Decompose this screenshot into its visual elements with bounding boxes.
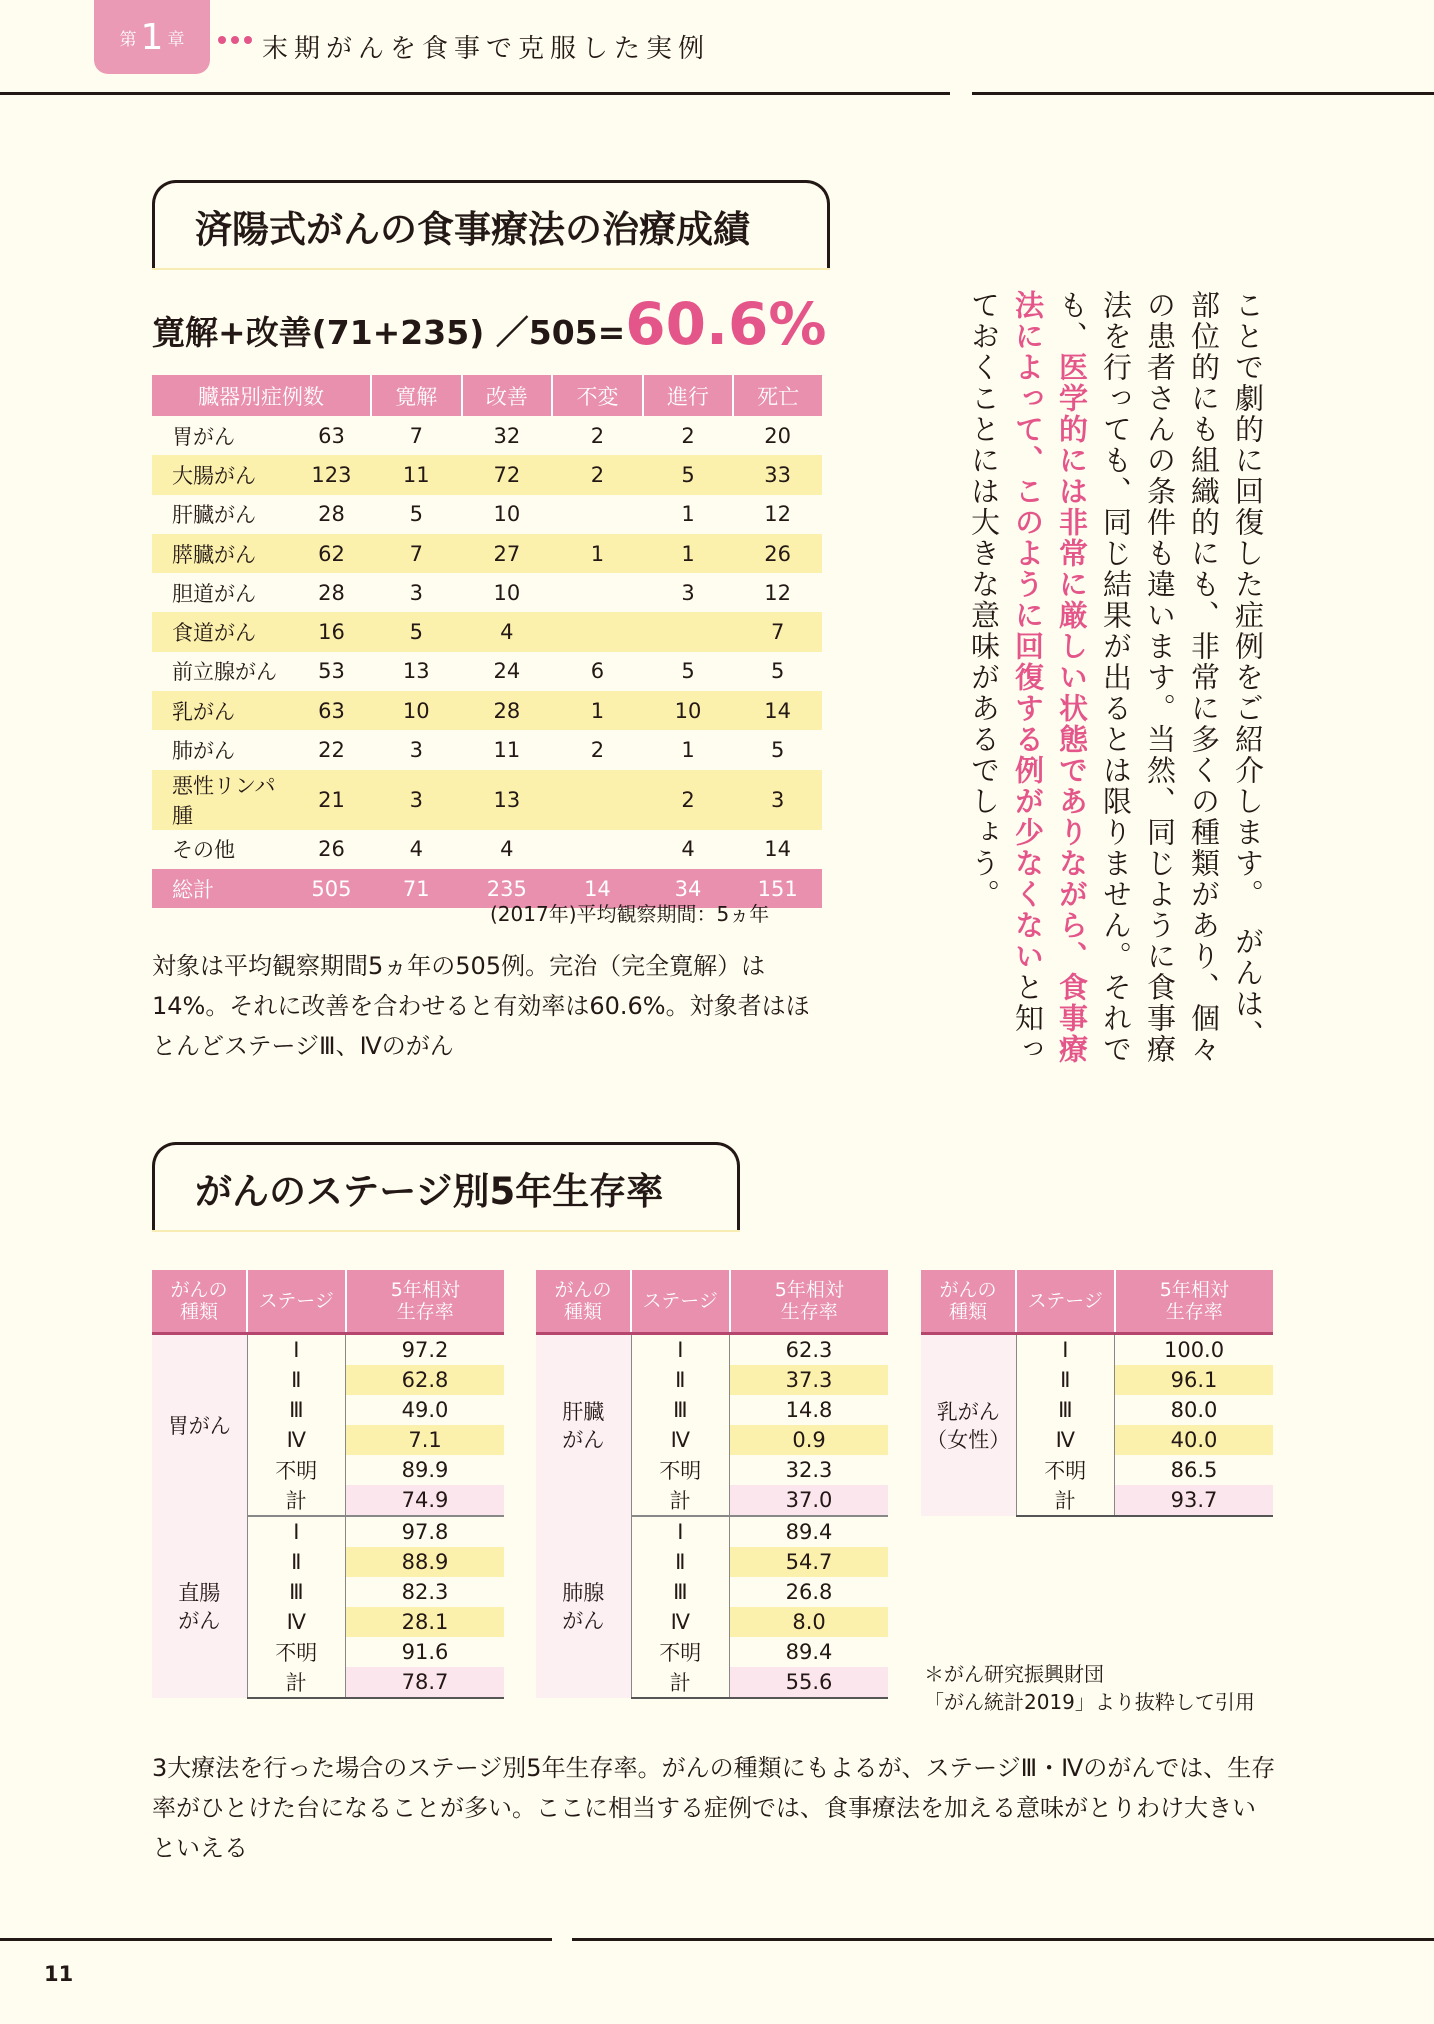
table-cell: 乳がん [152,691,292,730]
survival-row [536,1334,888,1366]
table-cell: 5 [770,738,785,763]
stage-cell: 不明 [631,1455,730,1485]
table-cell: 悪性リンパ腫 [152,770,292,830]
cancer-type-cell: 肺腺 がん [536,1516,631,1698]
table-cell: 7 [409,423,423,448]
table-cell: 10 [493,502,521,527]
survival-rate-cell: 89.4 [730,1516,888,1547]
table-cell: 胃がん [172,424,235,449]
result-formula: 寛解+改善(71+235) ／505= [152,313,626,352]
table-cell: 26 [733,534,822,573]
table-cell: 5 [681,659,695,684]
survival-rate-cell: 93.7 [1115,1485,1273,1516]
table-cell: 235 [462,869,553,908]
survival-rate-cell: 96.1 [1115,1365,1273,1395]
table-cell: 2 [590,423,605,448]
table-cell [552,770,643,830]
table-cell: 10 [371,691,462,730]
survival-rate-cell: 100.0 [1115,1334,1273,1366]
survival-rate-cell: 40.0 [1115,1425,1273,1455]
table-cell: 4 [500,837,514,862]
treatment-results-table [152,375,822,908]
table-cell: 34 [643,869,734,908]
table-cell: 3 [371,770,462,830]
col-header: 臓器別症例数 [152,375,371,416]
table-row [152,455,822,494]
table-cell: 33 [733,455,822,494]
survival-rate-header: 5年相対 生存率 [1115,1270,1273,1334]
table-cell: 4 [409,837,423,862]
section1-heading: 済陽式がんの食事療法の治療成績 [152,180,830,268]
stage-cell: Ⅳ [247,1425,346,1455]
table-cell [552,612,643,651]
survival-table [152,1270,504,1699]
stage-cell: Ⅱ [247,1365,346,1395]
table-cell: 2 [681,423,695,448]
stage-cell: Ⅲ [247,1577,346,1607]
table-cell: 10 [493,580,521,605]
table-cell: 大腸がん [152,455,292,494]
table-cell [552,573,643,612]
survival-rate-cell: 80.0 [1115,1395,1273,1425]
table-cell: 2 [590,738,605,763]
stage-cell: Ⅳ [1016,1425,1115,1455]
table-cell: 123 [292,455,371,494]
survival-rate-cell: 7.1 [346,1425,504,1455]
chapter-dots [218,36,252,44]
survival-header-row [152,1270,504,1334]
table-cell: 13 [462,770,553,830]
source-note [924,1660,1255,1716]
stage-cell: 計 [247,1667,346,1698]
footer-rule-right [572,1938,1434,1941]
table-row [152,416,822,455]
stage-cell: Ⅰ [1016,1334,1115,1366]
survival-rate-cell: 28.1 [346,1607,504,1637]
footer-rule-left [0,1938,552,1941]
table-cell: 63 [318,423,345,448]
table-cell: 胆道がん [172,581,256,606]
table-cell: 14 [733,691,822,730]
table-cell: 26 [318,837,345,862]
stage-header: ステージ [247,1270,346,1334]
cancer-type-cell: 直腸 がん [152,1516,247,1698]
cancer-type-header: がんの 種類 [152,1270,247,1334]
stage-cell: Ⅲ [631,1577,730,1607]
table-cell: 28 [318,502,345,527]
survival-rate-cell: 0.9 [730,1425,888,1455]
table-cell: 6 [590,659,605,684]
survival-rate-cell: 62.8 [346,1365,504,1395]
survival-rate-cell: 54.7 [730,1547,888,1577]
table-cell: 5 [409,502,423,527]
section1-description: 対象は平均観察期間5ヵ年の505例。完治（完全寛解）は14%。それに改善を合わせると有効率は60.6%。対象者はほとんどステージⅢ、Ⅳのがん [152,952,810,1060]
survival-header-row [536,1270,888,1334]
table-cell: 1 [681,738,695,763]
survival-rate-cell: 89.4 [730,1637,888,1667]
body-text-highlight: 医学的には非常に厳しい状態でありながら、食事療法によって、このように回復する例が少なくない [1011,290,1089,1065]
survival-rate-cell: 55.6 [730,1667,888,1698]
table-cell: 3 [409,738,423,763]
cancer-type-header: がんの 種類 [536,1270,631,1334]
table-cell: 5 [770,659,785,684]
chapter-title: 末期がんを食事で克服した実例 [262,34,711,64]
table-cell: 13 [402,659,430,684]
body-text-part1: ことで劇的に回復した症例をご紹介します。 がんは、部位的にも組織的にも、非常に多くの種類があり、個々の患者さんの条件も違います。当然、同じように食事療法を行っても、同じ結果が出るとは限りません。それでも、 [1055,290,1265,1065]
stage-cell: Ⅱ [631,1547,730,1577]
stage-cell: Ⅳ [631,1607,730,1637]
table-cell: 11 [493,738,521,763]
stage-cell: Ⅱ [247,1547,346,1577]
col-header: 死亡 [733,375,822,416]
stage-cell: 計 [631,1667,730,1698]
cancer-type-cell: 乳がん （女性） [921,1334,1016,1517]
table-cell: 20 [764,423,792,448]
survival-rate-header: 5年相対 生存率 [730,1270,888,1334]
survival-table [921,1270,1273,1517]
table-cell: 4 [462,612,553,651]
table-cell: 1 [643,534,734,573]
source-line: 「がん統計2019」より抜粋して引用 [924,1690,1255,1714]
survival-row [921,1334,1273,1366]
table-cell: 21 [292,770,371,830]
survival-rate-cell: 62.3 [730,1334,888,1366]
survival-rate-cell: 82.3 [346,1577,504,1607]
col-header: 改善 [462,375,553,416]
body-text-part2: と知っておくことには大きな意味があるでしょう。 [967,290,1045,1065]
survival-rate-cell: 78.7 [346,1667,504,1698]
table-cell: 2 [552,455,643,494]
result-percent: 60.6% [625,290,827,358]
table-cell: 32 [493,423,521,448]
section2-heading: がんのステージ別5年生存率 [152,1142,740,1230]
stage-cell: 計 [631,1485,730,1516]
stage-header: ステージ [1016,1270,1115,1334]
table-cell: 5 [371,612,462,651]
table-cell: 11 [371,455,462,494]
table-cell: 24 [493,659,521,684]
table-cell: 1 [552,691,643,730]
stage-cell: 不明 [631,1637,730,1667]
chapter-prefix: 第 [119,29,137,50]
col-header: 寛解 [371,375,462,416]
table-cell: 3 [681,580,695,605]
stage-cell: Ⅲ [631,1395,730,1425]
survival-rate-cell: 37.0 [730,1485,888,1516]
table-cell [643,612,734,651]
stage-cell: Ⅱ [631,1365,730,1395]
cancer-type-header: がんの 種類 [921,1270,1016,1334]
survival-rate-cell: 88.9 [346,1547,504,1577]
table-cell [552,830,643,869]
survival-rate-cell: 49.0 [346,1395,504,1425]
table-caption: (2017年)平均観察期間：5ヵ年 [490,902,770,926]
table-row [152,770,822,830]
cancer-type-cell: 肝臓 がん [536,1334,631,1517]
survival-rate-cell: 91.6 [346,1637,504,1667]
table-cell: 肝臓がん [172,503,256,528]
table-cell [552,495,643,534]
table-cell: 3 [409,580,423,605]
survival-rate-cell: 26.8 [730,1577,888,1607]
table-cell: 14 [764,837,792,862]
survival-header-row [921,1270,1273,1334]
table-cell: 63 [292,691,371,730]
survival-row [152,1334,504,1366]
survival-row [152,1516,504,1547]
table-cell: 28 [462,691,553,730]
survival-rate-cell: 89.9 [346,1455,504,1485]
table-cell: 62 [292,534,371,573]
page-number: 11 [44,1962,74,1986]
table-cell: 7 [371,534,462,573]
table-cell: 4 [681,837,695,862]
stage-cell: Ⅰ [247,1516,346,1547]
stage-cell: 不明 [1016,1455,1115,1485]
table-cell: 12 [764,580,792,605]
stage-cell: Ⅲ [247,1395,346,1425]
table-cell: 22 [318,738,345,763]
survival-rate-cell: 14.8 [730,1395,888,1425]
source-line: ＊がん研究振興財団 [924,1662,1104,1686]
survival-rate-header: 5年相対 生存率 [346,1270,504,1334]
stage-cell: Ⅱ [1016,1365,1115,1395]
stage-cell: 計 [247,1485,346,1516]
table-cell: 12 [764,502,792,527]
survival-rate-cell: 37.3 [730,1365,888,1395]
table-row [152,652,822,691]
chapter-number: 1 [140,16,164,58]
table-cell: 肺がん [172,739,235,764]
table-cell: 53 [318,659,345,684]
col-header: 不変 [552,375,643,416]
col-header: 進行 [643,375,734,416]
table-cell: 151 [733,869,822,908]
stage-cell: Ⅰ [631,1334,730,1366]
survival-rate-cell: 74.9 [346,1485,504,1516]
chapter-tab [94,0,210,74]
table-cell: 71 [371,869,462,908]
table-cell: 10 [643,691,734,730]
table-cell: 7 [733,612,822,651]
table-row [152,612,822,651]
stage-cell: Ⅳ [247,1607,346,1637]
survival-rate-cell: 32.3 [730,1455,888,1485]
stage-cell: 計 [1016,1485,1115,1516]
table-header-row [152,375,822,416]
table-cell: 膵臓がん [152,534,292,573]
stage-header: ステージ [631,1270,730,1334]
header-rule-left [0,92,950,95]
table-cell: 1 [552,534,643,573]
chapter-suffix: 章 [167,29,185,50]
table-row [152,830,822,869]
cancer-type-cell: 胃がん [152,1334,247,1517]
table-cell: 16 [292,612,371,651]
table-cell: 2 [643,770,734,830]
table-cell: 14 [552,869,643,908]
survival-rate-cell: 8.0 [730,1607,888,1637]
table-cell: 27 [462,534,553,573]
stage-cell: 不明 [247,1637,346,1667]
table-cell: 3 [733,770,822,830]
result-line [152,290,827,358]
table-cell: その他 [172,838,235,863]
table-row [152,691,822,730]
stage-cell: Ⅰ [247,1334,346,1366]
vertical-body-text [930,290,1270,1070]
survival-table [536,1270,888,1699]
survival-rate-cell: 86.5 [1115,1455,1273,1485]
stage-cell: 不明 [247,1455,346,1485]
survival-rate-cell: 97.8 [346,1516,504,1547]
table-cell: 前立腺がん [172,660,277,685]
table-row [152,730,822,769]
section2-description: 3大療法を行った場合のステージ別5年生存率。がんの種類にもよるが、ステージⅢ・Ⅳのがんでは、生存率がひとけた台になることが多い。ここに相当する症例では、食事療法を加える意味がとりわけ大きいといえる [152,1754,1276,1862]
table-row [152,573,822,612]
stage-cell: Ⅲ [1016,1395,1115,1425]
table-cell: 総計 [152,869,292,908]
table-cell: 食道がん [152,612,292,651]
table-row [152,534,822,573]
survival-row [536,1516,888,1547]
table-cell: 5 [643,455,734,494]
stage-cell: Ⅳ [631,1425,730,1455]
stage-cell: Ⅰ [631,1516,730,1547]
table-cell: 1 [681,502,695,527]
header-rule-right [972,92,1434,95]
table-row [152,495,822,534]
survival-rate-cell: 97.2 [346,1334,504,1366]
table-cell: 72 [462,455,553,494]
table-cell: 505 [292,869,371,908]
table-cell: 28 [318,580,345,605]
